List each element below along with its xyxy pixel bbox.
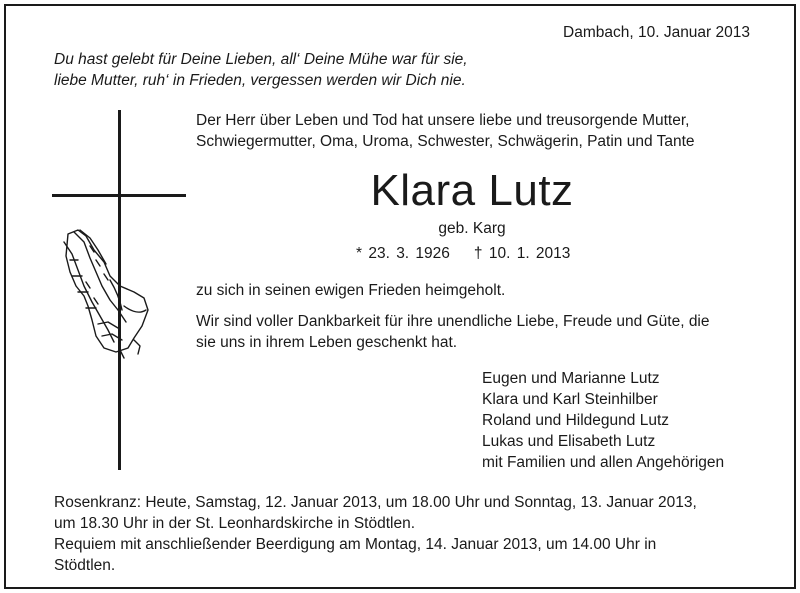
death-date: † 10. 1. 2013 [473,245,571,262]
passed-away-text: zu sich in seinen ewigen Frieden heimgeholt. [196,282,506,299]
birth-name: geb. Karg [438,220,506,237]
cross-praying-hands-icon [50,110,188,470]
praying-hands-icon [64,230,148,358]
deceased-name: Klara Lutz [370,166,574,215]
rosary-line: Rosenkranz: Heute, Samstag, 12. Januar 2013, um 18.00 Uhr und Sonntag, 13. Januar 2013, [54,494,697,511]
mourner-entry: Eugen und Marianne Lutz [482,370,660,387]
mourner-entry: Klara und Karl Steinhilber [482,391,658,408]
thanks-line: sie uns in ihrem Leben geschenkt hat. [196,334,458,351]
requiem-line: Requiem mit anschließender Beerdigung am Montag, 14. Januar 2013, um 14.00 Uhr in [54,536,657,553]
thanks-text [196,311,748,353]
mourner-entry: Lukas und Elisabeth Lutz [482,433,656,450]
mourner-entry: mit Familien und allen Angehörigen [482,454,725,471]
mourners-list [482,368,724,473]
requiem-line: Stödtlen. [54,557,116,574]
thanks-line: Wir sind voller Dankbarkeit für ihre unendliche Liebe, Freude und Güte, die [196,313,710,330]
birth-date: * 23. 3. 1926 [356,245,450,262]
cross-icon [52,110,186,470]
obituary-date: Dambach, 10. Januar 2013 [563,24,750,41]
intro-line: Schwiegermutter, Oma, Uroma, Schwester, Schwägerin, Patin und Tante [196,133,695,150]
poem-verse [54,49,468,91]
poem-line: Du hast gelebt für Deine Lieben, all‘ Deine Mühe war für sie, [54,51,468,68]
service-info [54,492,748,576]
life-dates [356,243,570,264]
mourner-entry: Roland und Hildegund Lutz [482,412,669,429]
rosary-line: um 18.30 Uhr in der St. Leonhardskirche in Stödtlen. [54,515,416,532]
poem-line: liebe Mutter, ruh‘ in Frieden, vergessen werden wir Dich nie. [54,72,466,89]
intro-line: Der Herr über Leben und Tod hat unsere liebe und treusorgende Mutter, [196,112,690,129]
intro-text [196,110,695,152]
